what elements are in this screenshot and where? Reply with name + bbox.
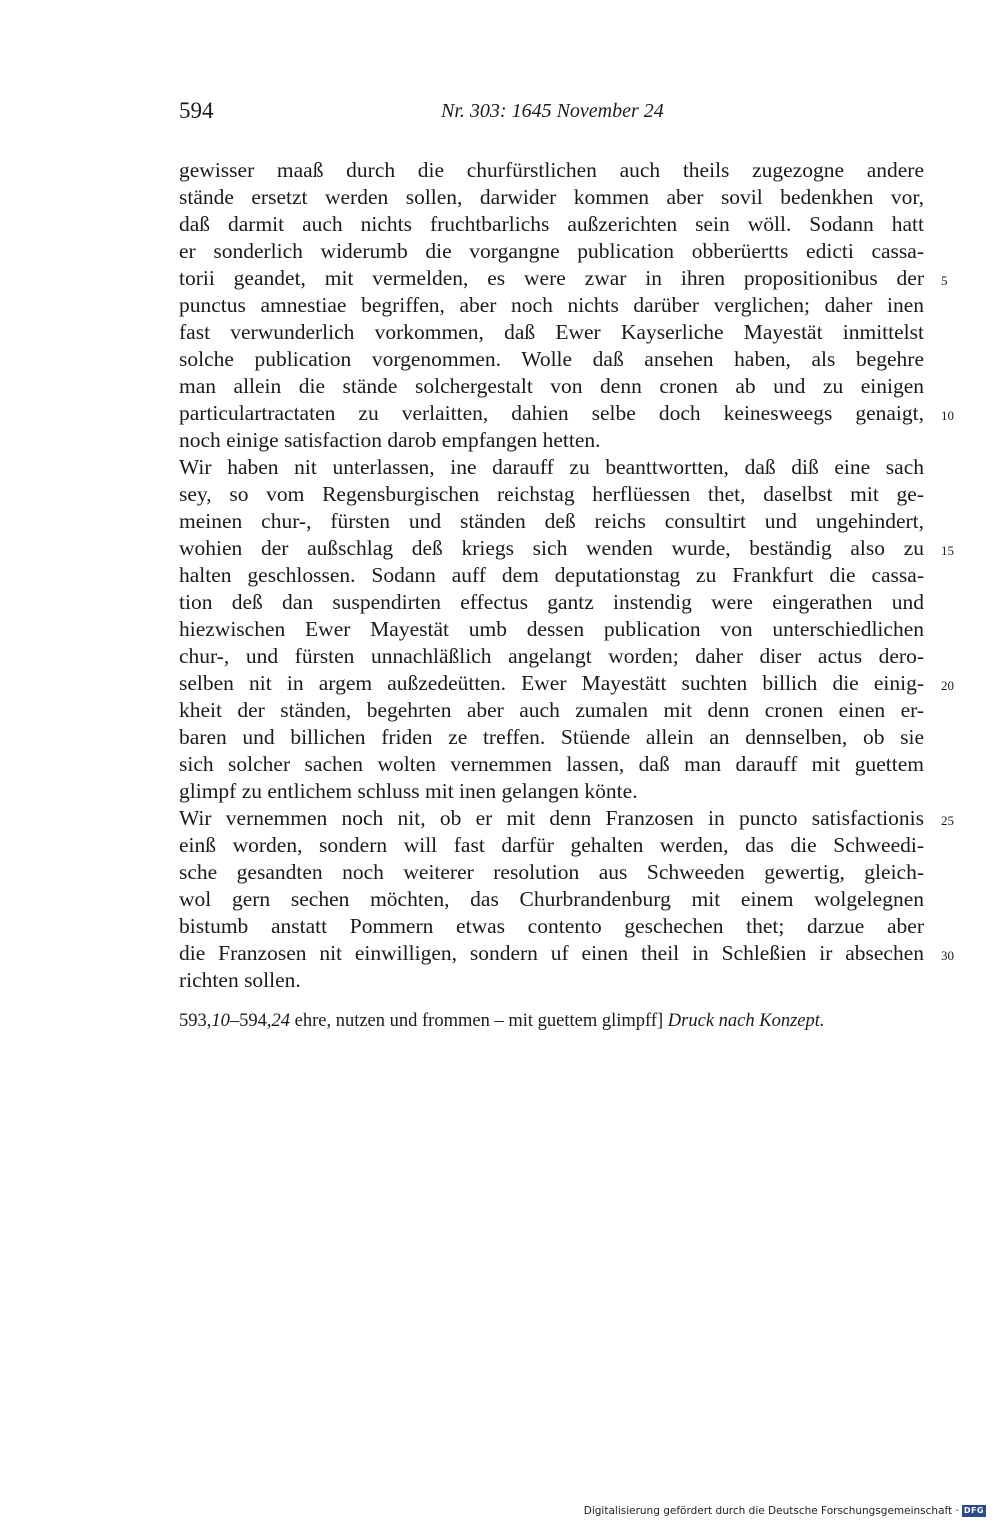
text-line	[179, 211, 924, 238]
note-ref-end: –594,	[229, 1011, 272, 1031]
text-line-content: punctus amnestiae begriffen, aber noch nichts darüber verglichen; daher inen	[179, 293, 924, 317]
note-text: ehre, nutzen und frommen – mit guettem glimpff]	[290, 1011, 668, 1031]
page-number: 594	[179, 98, 214, 123]
text-line-content: er sonderlich widerumb die vorgangne publication obberüertts edicti cassa-	[179, 239, 924, 263]
text-line-content: wol gern sechen möchten, das Churbrandenburg mit einem wolgelegnen	[179, 887, 924, 911]
text-line	[179, 265, 948, 292]
note-source: Druck nach Konzept.	[667, 1011, 825, 1031]
line-number: 30	[941, 948, 954, 963]
text-line	[179, 427, 924, 454]
body-text	[179, 157, 954, 994]
text-line	[179, 940, 954, 967]
text-line	[179, 616, 924, 643]
text-line	[179, 967, 924, 994]
text-line-content: die Franzosen nit einwilligen, sondern uf einen theil in Schleßien ir absechen	[179, 941, 924, 965]
text-line-content: sey, so vom Regensburgischen reichstag herflüessen thet, daselbst mit ge-	[179, 482, 924, 506]
text-line	[179, 805, 954, 832]
note-ref-end-line: 24	[271, 1011, 290, 1031]
line-number: 5	[941, 273, 948, 288]
text-line	[179, 778, 924, 805]
text-line-content: fast verwunderlich vorkommen, daß Ewer Kayserliche Mayestät inmittelst	[179, 320, 924, 344]
dfg-logo-icon: DFG	[963, 1506, 984, 1515]
text-line	[179, 886, 924, 913]
text-line-content: man allein die stände solchergestalt von denn cronen ab und zu einigen	[179, 374, 924, 398]
text-line	[179, 454, 924, 481]
text-line-content: selben nit in argem außzedeütten. Ewer Mayestätt suchten billich die einig-	[179, 671, 924, 695]
text-line	[179, 508, 924, 535]
text-line	[179, 373, 924, 400]
text-line-content: einß worden, sondern will fast darfür gehalten werden, das die Schweedi-	[179, 833, 924, 857]
line-number: 10	[941, 408, 954, 423]
text-line-content: sich solcher sachen wolten vernemmen lassen, daß man darauff mit guettem	[179, 752, 924, 776]
text-line-content: Wir vernemmen noch nit, ob er mit denn Franzosen in puncto satisfactionis	[179, 806, 924, 830]
credit-text: Digitalisierung gefördert durch die Deutsche Forschungsgemeinschaft ·	[583, 1505, 959, 1517]
text-line	[179, 859, 924, 886]
text-line-content: wohien der außschlag deß kriegs sich wenden wurde, beständig also zu	[179, 536, 924, 560]
text-line-content: solche publication vorgenommen. Wolle daß ansehen haben, als begehre	[179, 347, 924, 371]
text-line	[179, 562, 924, 589]
text-line-content: torii geandet, mit vermelden, es were zwar in ihren propositionibus der	[179, 266, 924, 290]
text-line	[179, 319, 924, 346]
note-ref-start: 593,	[179, 1011, 212, 1031]
text-line-content: particulartractaten zu verlaitten, dahien selbe doch keinesweegs genaigt,	[179, 401, 924, 425]
text-line-content: richten sollen.	[179, 968, 301, 992]
text-line-content: hiezwischen Ewer Mayestät umb dessen publication von unterschiedlichen	[179, 617, 924, 641]
text-line	[179, 643, 924, 670]
text-line-content: baren und billichen friden ze treffen. Stüende allein an dennselben, ob sie	[179, 725, 924, 749]
line-number: 15	[941, 543, 954, 558]
text-line-content: glimpf zu entlichem schluss mit inen gelangen könte.	[179, 779, 638, 803]
text-line	[179, 238, 924, 265]
text-line	[179, 157, 924, 184]
apparatus-note	[179, 1008, 924, 1034]
text-line-content: stände ersetzt werden sollen, darwider kommen aber sovil bedenkhen vor,	[179, 185, 924, 209]
text-line-content: noch einige satisfaction darob empfangen hetten.	[179, 428, 601, 452]
text-line	[179, 481, 924, 508]
text-line-content: meinen chur-, fürsten und ständen deß reichs consultirt und ungehindert,	[179, 509, 924, 533]
text-line-content: sche gesandten noch weiterer resolution aus Schweeden gewertig, gleich-	[179, 860, 924, 884]
digitization-credit	[584, 1503, 986, 1519]
text-line	[179, 589, 924, 616]
note-ref-start-line: 10	[211, 1011, 230, 1031]
text-line	[179, 400, 954, 427]
text-line-content: bistumb anstatt Pommern etwas contento geschechen thet; darzue aber	[179, 914, 924, 938]
text-line	[179, 724, 924, 751]
text-line	[179, 751, 924, 778]
line-number: 20	[941, 678, 954, 693]
text-line	[179, 292, 924, 319]
text-line-content: Wir haben nit unterlassen, ine darauff zu beanttwortten, daß diß eine sach	[179, 455, 924, 479]
text-line-content: daß darmit auch nichts fruchtbarlichs außzerichten sein wöll. Sodann hatt	[179, 212, 924, 236]
text-line	[179, 535, 954, 562]
text-line	[179, 913, 924, 940]
text-line	[179, 670, 954, 697]
text-line-content: tion deß dan suspendirten effectus gantz instendig were eingerathen und	[179, 590, 924, 614]
text-line	[179, 346, 924, 373]
text-line-content: kheit der ständen, begehrten aber auch zumalen mit denn cronen einen er-	[179, 698, 924, 722]
text-line	[179, 697, 924, 724]
text-line	[179, 832, 924, 859]
text-line-content: chur-, und fürsten unnachläßlich angelangt worden; daher diser actus dero-	[179, 644, 924, 668]
line-number: 25	[941, 813, 954, 828]
text-line-content: gewisser maaß durch die churfürstlichen auch theils zugezogne andere	[179, 158, 924, 182]
text-line	[179, 184, 924, 211]
running-head: Nr. 303: 1645 November 24	[441, 100, 664, 122]
page-header	[179, 96, 924, 130]
text-line-content: halten geschlossen. Sodann auff dem deputationstag zu Frankfurt die cassa-	[179, 563, 924, 587]
